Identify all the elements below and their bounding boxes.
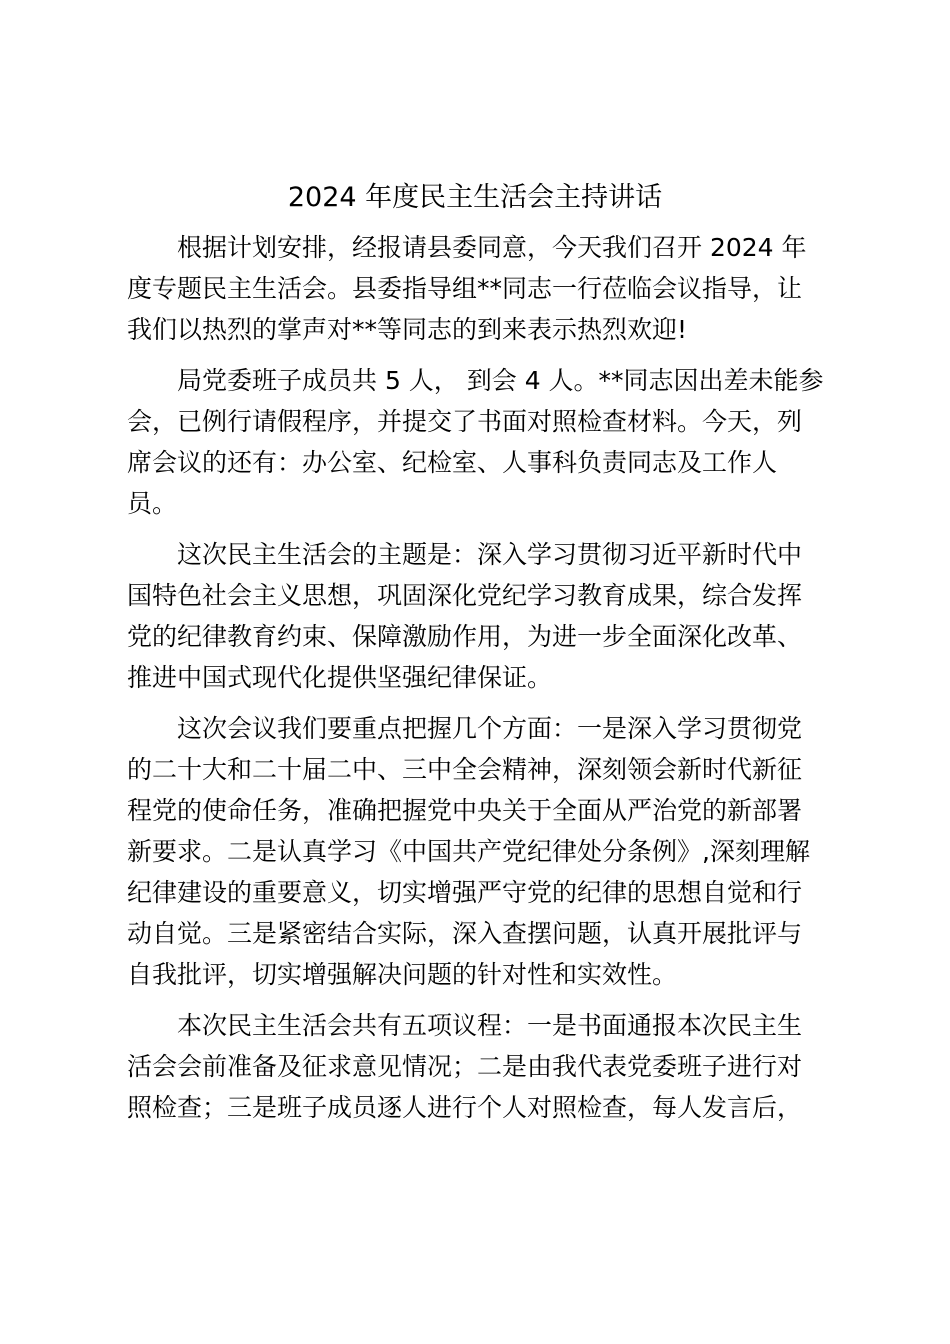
text-line: 会，已例行请假程序，并提交了书面对照检查材料。今天，列	[127, 407, 803, 436]
document-body	[127, 227, 827, 1138]
text-line: 这次会议我们要重点把握几个方面：一是深入学习贯彻党	[177, 714, 803, 743]
paragraph-focus	[127, 708, 827, 995]
text-line: 席会议的还有：办公室、纪检室、人事科负责同志及工作人	[127, 448, 778, 477]
text-line: 新要求。二是认真学习《中国共产党纪律处分条例》,深刻理解	[127, 837, 810, 866]
text-line: 纪律建设的重要意义，切实增强严守党的纪律的思想自觉和行	[127, 878, 803, 907]
text-line: 动自觉。三是紧密结合实际，深入查摆问题，认真开展批评与	[127, 919, 803, 948]
text-line: 自我批评，切实增强解决问题的针对性和实效性。	[127, 960, 678, 989]
text-line: 程党的使命任务，准确把握党中央关于全面从严治党的新部署	[127, 796, 803, 825]
paragraph-attendance	[127, 360, 827, 524]
text-line: 这次民主生活会的主题是：深入学习贯彻习近平新时代中	[177, 540, 803, 569]
text-line: 照检查；三是班子成员逐人进行个人对照检查，每人发言后，	[127, 1093, 803, 1122]
text-line: 的二十大和二十届二中、三中全会精神，深刻领会新时代新征	[127, 755, 803, 784]
text-line: 我们以热烈的掌声对**等同志的到来表示热烈欢迎!	[127, 315, 688, 344]
text-line: 本次民主生活会共有五项议程：一是书面通报本次民主生	[177, 1011, 803, 1040]
paragraph-agenda	[127, 1005, 827, 1128]
text-line: 局党委班子成员共 5 人， 到会 4 人。**同志因出差未能参	[177, 366, 824, 395]
text-line: 活会会前准备及征求意见情况；二是由我代表党委班子进行对	[127, 1052, 803, 1081]
text-line: 度专题民主生活会。县委指导组**同志一行莅临会议指导，让	[127, 274, 803, 303]
document-title: 2024 年度民主生活会主持讲话	[287, 182, 663, 213]
text-line: 推进中国式现代化提供坚强纪律保证。	[127, 663, 553, 692]
paragraph-welcome	[127, 227, 827, 350]
paragraph-theme	[127, 534, 827, 698]
text-line: 党的纪律教育约束、保障激励作用，为进一步全面深化改革、	[127, 622, 803, 651]
text-line: 根据计划安排，经报请县委同意，今天我们召开 2024 年	[177, 233, 807, 262]
text-line: 员。	[127, 489, 178, 518]
text-line: 国特色社会主义思想，巩固深化党纪学习教育成果，综合发挥	[127, 581, 803, 610]
